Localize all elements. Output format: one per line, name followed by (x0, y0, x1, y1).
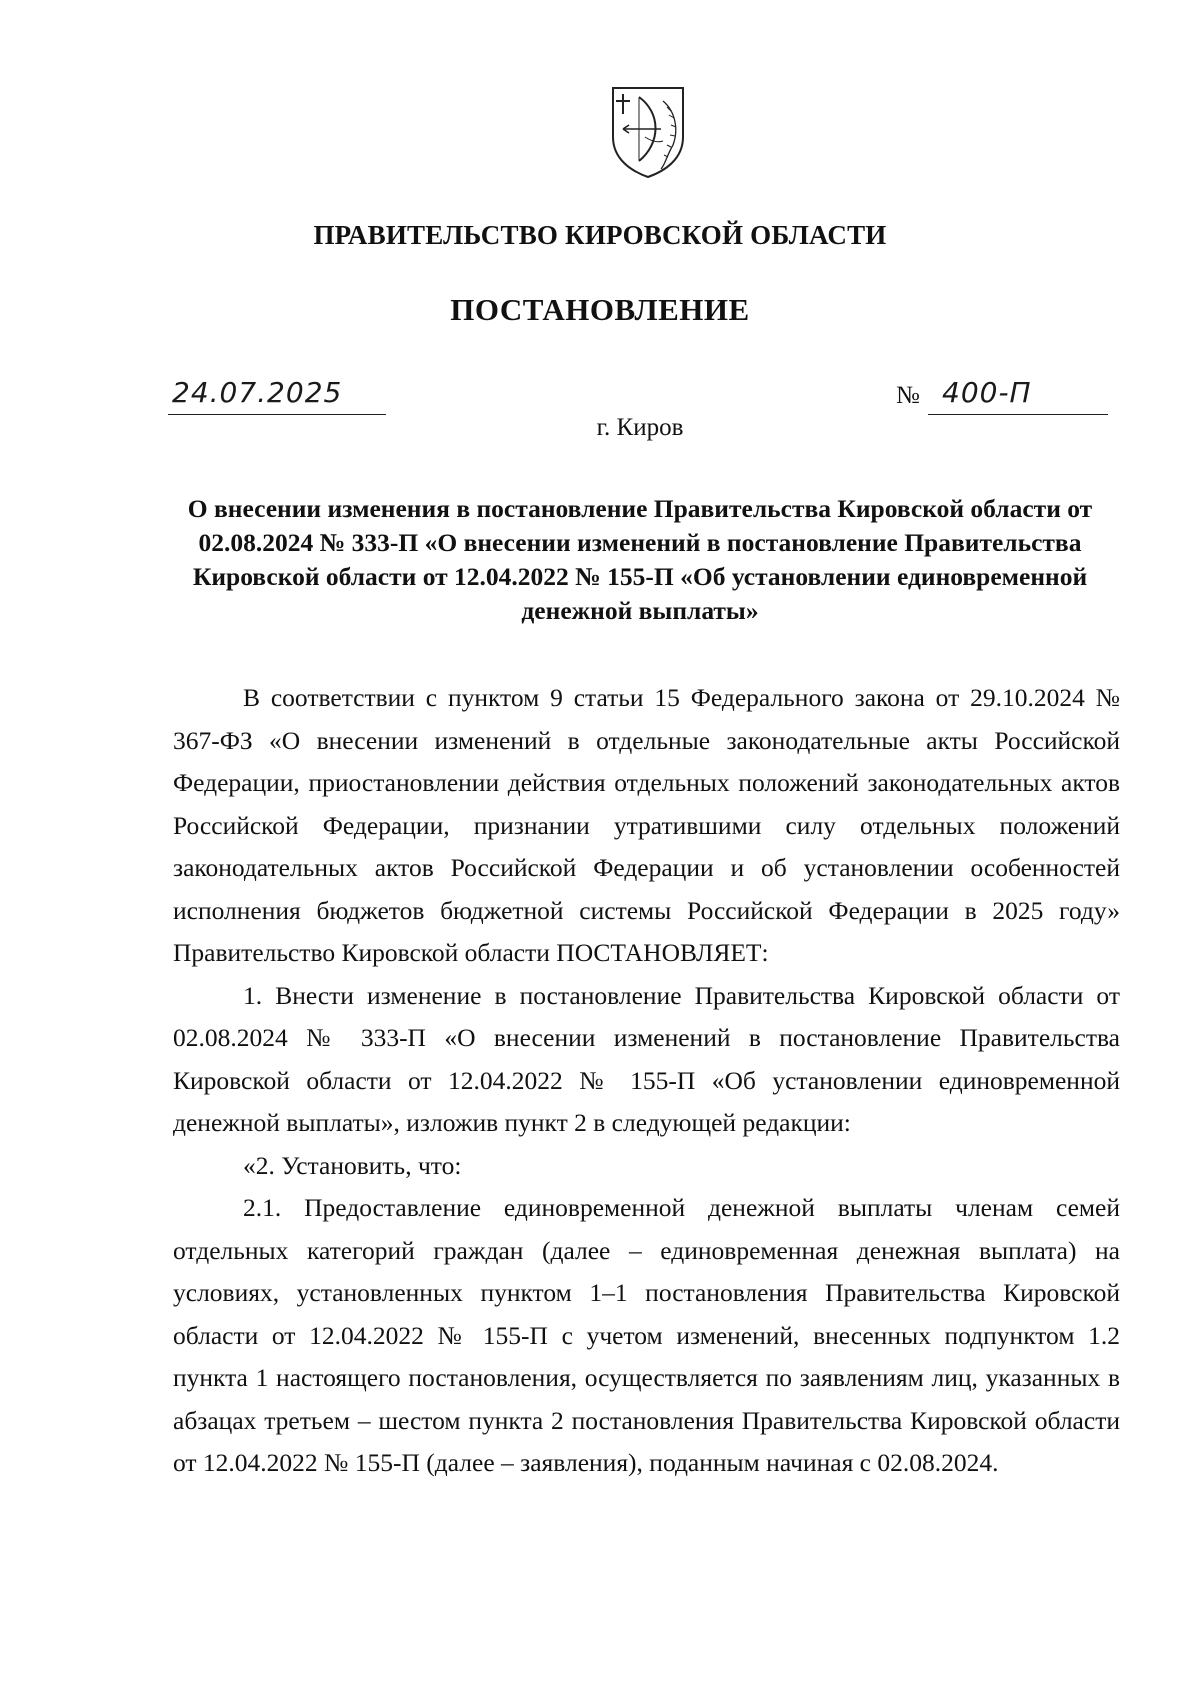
date-field (168, 374, 386, 415)
paragraph: 2.1. Предоставление единовременной денежной выплаты членам семей отдельных категорий граждан (далее – единовременная денежная выплата) на условиях, установленных пунктом 1–1 постановления Правительства Кировской области от 12.04.2022 № 155-П с учетом изменений, внесенных подпунктом 1.2 пункта 1 настоящего постановления, осуществляется по заявлениям лиц, указанных в абзацах третьем – шестом пункта 2 постановления Правительства Кировской области от 12.04.2022 № 155-П (далее – заявления), поданным начиная с 02.08.2024. (173, 1193, 1120, 1477)
number-sign: № (896, 382, 920, 409)
document-heading: О внесении изменения в постановление Правительства Кировской области от 02.08.2024 № 333-П «О внесении изменений в постановление Правительства Кировской области от 12.04.2022 № 155-П «Об установлении единовременной денежной выплаты» (187, 494, 1093, 625)
handwritten-date: 24.07.2025 (172, 376, 343, 409)
document-body (173, 677, 1120, 1485)
number-line (928, 374, 1108, 415)
organization-title: ПРАВИТЕЛЬСТВО КИРОВСКОЙ ОБЛАСТИ (313, 220, 887, 250)
coat-of-arms-icon (609, 85, 687, 180)
document-type: ПОСТАНОВЛЕНИЕ (450, 292, 750, 327)
paragraph: В соответствии с пунктом 9 статьи 15 Федерального закона от 29.10.2024 № 367-ФЗ «О внесении изменений в отдельные законодательные акты Российской Федерации, приостановлении действия отдельных положений законодательных актов Российской Федерации, признании утратившими силу отдельных положений законодательных актов Российской Федерации и об установлении особенностей исполнения бюджетов бюджетной системы Российской Федерации в 2025 году» Правительство Кировской области ПОСТАНОВЛЯЕТ: (173, 683, 1120, 967)
paragraph: «2. Установить, что: (243, 1150, 462, 1180)
document-number-field (896, 374, 1108, 414)
city: г. Киров (596, 414, 684, 441)
paragraph: 1. Внести изменение в постановление Правительства Кировской области от 02.08.2024 № 333-П «О внесении изменений в постановление Правительства Кировской области от 12.04.2022 № 155-П «Об установлении единовременной денежной выплаты», изложив пункт 2 в следующей редакции: (173, 980, 1120, 1137)
handwritten-number: 400-П (942, 376, 1032, 409)
